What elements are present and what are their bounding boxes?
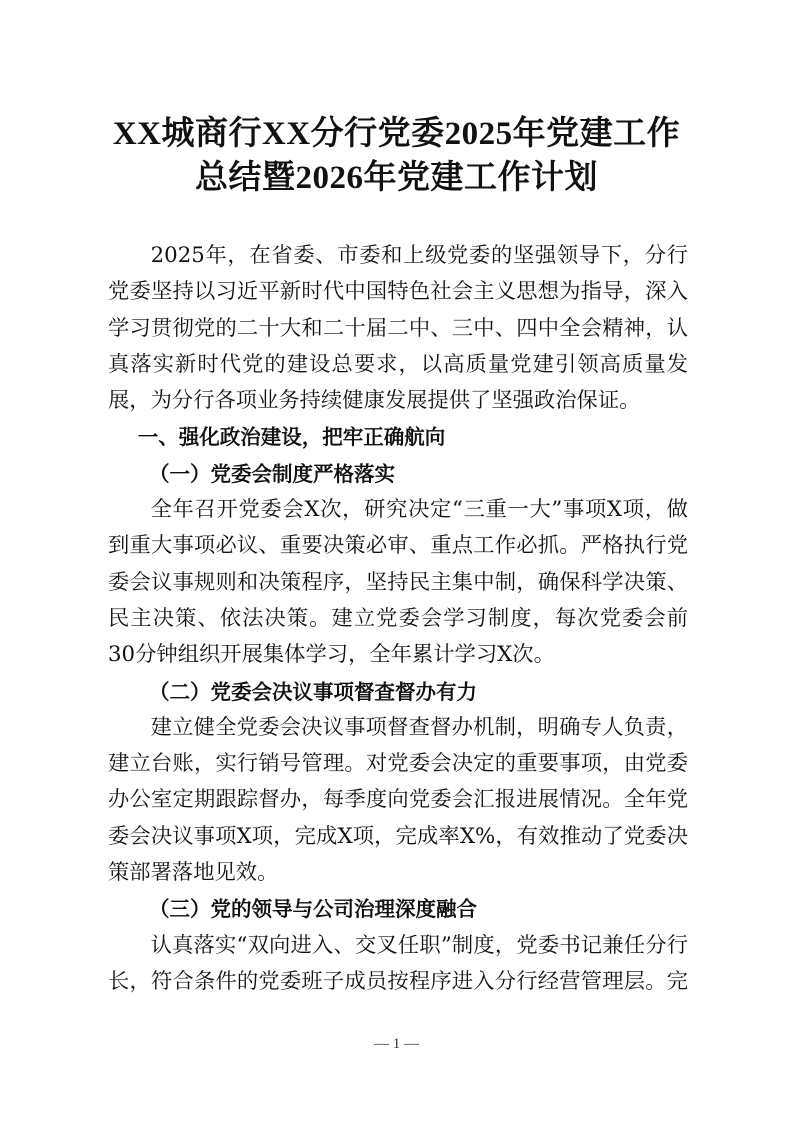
page-number: — 1 — [374, 1036, 419, 1052]
subsection-2-paragraph: 建立健全党委会决议事项督查督办机制，明确专人负责，建立台账，实行销号管理。对党委会决定的重要事项，由党委办公室定期跟踪督办，每季度向党委会汇报进展情况。全年党委会决议事项X项，完成X项，完成率X%，有效推动了党委决策部署落地见效。 [108, 714, 688, 886]
section-1-heading: 一、强化政治建设，把牢正确航向 [137, 425, 446, 450]
title-line-2: 总结暨2026年党建工作计划 [195, 160, 598, 196]
subsection-2-heading: （二）党委会决议事项督查督办有力 [149, 679, 477, 704]
subsection-1-heading: （一）党委会制度严格落实 [149, 461, 395, 486]
title-line-1: XX城商行XX分行党委2025年党建工作 [112, 116, 681, 152]
subsection-1-paragraph: 全年召开党委会X次，研究决定“三重一大”事项X项，做到重大事项必议、重要决策必审、重点工作必抓。严格执行党委会议事规则和决策程序，坚持民主集中制，确保科学决策、民主决策、依法决策。建立党委会学习制度，每次党委会前30分钟组织开展集体学习，全年累计学习X次。 [108, 497, 688, 668]
document-title [60, 112, 733, 200]
subsection-3-heading: （三）党的领导与公司治理深度融合 [149, 897, 477, 922]
subsection-3-paragraph: 认真落实“双向进入、交叉任职”制度，党委书记兼任分行长，符合条件的党委班子成员按程序进入分行经营管理层。完 [108, 932, 688, 994]
intro-paragraph: 2025年，在省委、市委和上级党委的坚强领导下，分行党委坚持以习近平新时代中国特色社会主义思想为指导，深入学习贯彻党的二十大和二十届二中、三中、四中全会精神，认真落实新时代党的建设总要求，以高质量党建引领高质量发展，为分行各项业务持续健康发展提供了坚强政治保证。 [108, 243, 688, 414]
document-body [108, 238, 688, 1000]
